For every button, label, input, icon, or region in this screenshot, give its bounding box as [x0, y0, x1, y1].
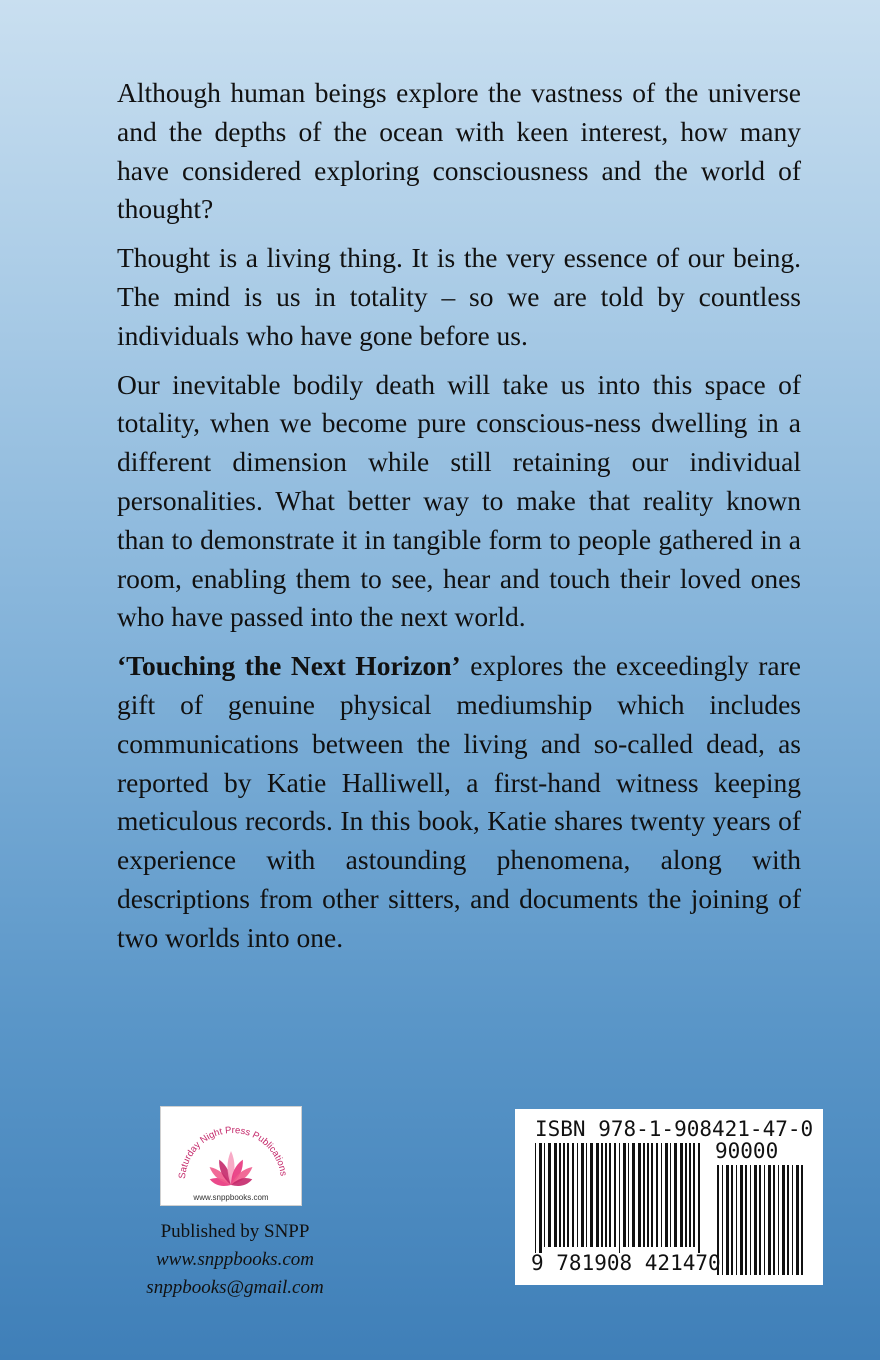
barcode-bar [563, 1143, 565, 1247]
barcode-bar [572, 1143, 574, 1247]
barcode-bar [609, 1143, 611, 1247]
addon-bar [745, 1165, 747, 1275]
barcode-bar [656, 1143, 658, 1247]
barcode-bar [689, 1143, 691, 1247]
barcode-bar [548, 1143, 551, 1247]
barcode-bar [680, 1143, 683, 1247]
barcode-bar [647, 1143, 649, 1247]
addon-bar [768, 1165, 771, 1275]
barcode-bar [614, 1143, 616, 1247]
barcode-bar [661, 1143, 662, 1247]
barcode-bar [670, 1143, 671, 1247]
blurb-text [117, 74, 801, 968]
barcode-bar [544, 1143, 545, 1247]
barcode-bar [581, 1143, 584, 1247]
barcode-bar [632, 1143, 635, 1247]
barcode-bar [554, 1143, 557, 1247]
addon-bar [722, 1165, 723, 1275]
barcode-bar [643, 1143, 645, 1247]
logo-arc-text: Saturday Night Press Publications [176, 1124, 289, 1180]
lotus-petals [207, 1151, 254, 1188]
addon-bar [792, 1165, 793, 1275]
barcode-bar [665, 1143, 668, 1247]
publisher-email[interactable]: snppbooks@gmail.com [146, 1277, 324, 1298]
barcode-bar [590, 1143, 593, 1247]
isbn-number: ISBN 978-1-908421-47-0 [535, 1117, 814, 1141]
paragraph-3: Our inevitable bodily death will take us into this space of totality, when we become pure conscious-ness dwelling in a different dimension while still retaining our individual personalities. What better way to make that reality known than to demonstrate it in tangible form to people gathered in a room, enabling them to see, hear and touch their loved ones who have passed into the next world. [117, 368, 801, 633]
barcode-bar [577, 1143, 578, 1247]
addon-bar [778, 1165, 779, 1275]
barcode-bar [698, 1143, 700, 1253]
addon-bar [782, 1165, 785, 1275]
addon-bar [740, 1165, 743, 1275]
barcode-bar [539, 1143, 542, 1253]
addon-bar [726, 1165, 729, 1275]
addon-bar [801, 1165, 803, 1275]
logo-url: www.snppbooks.com [193, 1193, 269, 1202]
addon-bar [759, 1165, 761, 1275]
barcode-bar [586, 1143, 587, 1247]
paragraph-4-text: explores the exceedingly rare gift of genuine physical mediumship which includes communications between the living and so-called dead, as reported by Katie Halliwell, a first-hand witness keeping meticulous records. In this book, Katie shares twenty years of experience with astounding phenomena, along with descriptions from other sitters, and documents the joining of two worlds into one. [117, 650, 801, 953]
barcode-bar [623, 1143, 626, 1247]
addon-bar [764, 1165, 765, 1275]
barcode-bar [628, 1143, 629, 1247]
addon-bar [750, 1165, 751, 1275]
paragraph-1: Although human beings explore the vastness of the universe and the depths of the ocean with keen interest, how many have considered exploring consciousness and the world of thought? [117, 77, 801, 225]
paragraph-2: Thought is a living thing. It is the very essence of our being. The mind is us in totality – so we are told by countless individuals who have gone before us. [117, 242, 801, 351]
barcode-bar [567, 1143, 569, 1247]
barcode-bar [601, 1143, 603, 1247]
addon-bar [773, 1165, 775, 1275]
barcode-bar [535, 1143, 536, 1253]
barcode-bar [638, 1143, 641, 1247]
lotus-icon [161, 1107, 301, 1205]
publisher-name: Published by SNPP [160, 1221, 310, 1242]
paragraph-4 [117, 647, 801, 957]
publisher-info [115, 1218, 355, 1302]
barcode-box [515, 1109, 823, 1285]
addon-bar [754, 1165, 757, 1275]
barcode-bar [559, 1143, 561, 1247]
addon-bar [787, 1165, 789, 1275]
barcode-bar [619, 1143, 620, 1253]
price-addon: 90000 [715, 1139, 779, 1163]
addon-bar [796, 1165, 799, 1275]
publisher-logo [160, 1106, 302, 1206]
barcode-bar [596, 1143, 599, 1247]
barcode-bar [693, 1143, 695, 1247]
barcode-bar [685, 1143, 687, 1247]
barcode-bar [674, 1143, 677, 1247]
publisher-url[interactable]: www.snppbooks.com [156, 1249, 314, 1270]
barcode-bar [651, 1143, 653, 1247]
addon-bar [731, 1165, 733, 1275]
barcode-bar [605, 1143, 607, 1247]
book-title: ‘Touching the Next Horizon’ [117, 650, 461, 682]
ean-number: 9 781908 421470 [531, 1251, 721, 1275]
addon-bar [736, 1165, 737, 1275]
